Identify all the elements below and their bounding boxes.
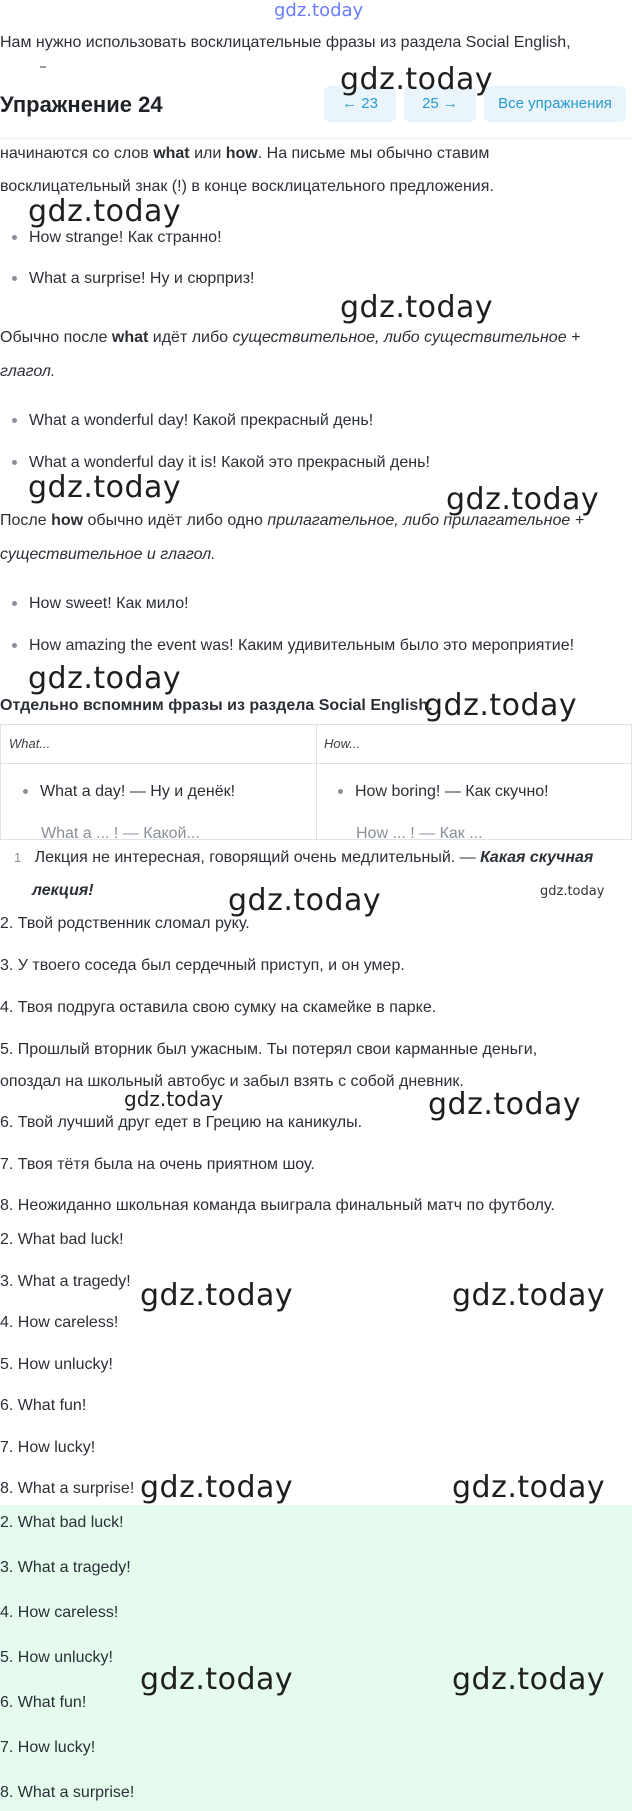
watermark: gdz.today xyxy=(446,482,600,517)
watermark: gdz.today xyxy=(28,661,182,696)
answer-item: 8. What a surprise! xyxy=(0,1784,135,1801)
watermark: gdz.today xyxy=(428,1087,582,1122)
bullet-icon xyxy=(12,601,17,606)
task-1-line2: лекция! xyxy=(32,882,94,899)
task-item: 8. Неожиданно школьная команда выиграла финальный матч по футболу. xyxy=(0,1197,555,1214)
watermark: gdz.today xyxy=(140,1278,294,1313)
header-watermark: gdz.today xyxy=(274,0,364,21)
watermark: gdz.today xyxy=(340,290,494,325)
prev-exercise-button[interactable]: ← 23 xyxy=(324,86,396,122)
list-item: What a wonderful day it is! Какой это прекрасный день! xyxy=(12,453,430,473)
task-item: 6. Твой лучший друг едет в Грецию на каникулы. xyxy=(0,1114,363,1131)
list-item: What a surprise! Ну и сюрприз! xyxy=(12,269,255,289)
answer-item: 4. How careless! xyxy=(0,1604,119,1621)
list-item: How amazing the event was! Каким удивительным было это мероприятие! xyxy=(12,636,574,656)
answer-item: 8. What a surprise! xyxy=(0,1480,135,1497)
paragraph-3-line2: существительное и глагол. xyxy=(0,546,216,563)
task-item: 2. Твой родственник сломал руку. xyxy=(0,915,250,932)
bullet-icon xyxy=(23,789,28,794)
watermark: gdz.today xyxy=(340,62,494,97)
answer-item: 5. How unlucky! xyxy=(0,1649,113,1666)
task-item: 4. Твоя подруга оставила свою сумку на скамейке в парке. xyxy=(0,999,437,1016)
answer-item: 6. What fun! xyxy=(0,1694,87,1711)
table-heading: Отдельно вспомним фразы из раздела Social English. xyxy=(0,697,433,714)
bullet-icon xyxy=(12,418,17,423)
list-item: What a wonderful day! Какой прекрасный день! xyxy=(12,411,373,431)
intro-line: Нам нужно использовать восклицательные фразы из раздела Social English, xyxy=(0,34,571,51)
table-header-how: How... xyxy=(316,725,632,764)
answer-item: 2. What bad luck! xyxy=(0,1231,124,1248)
answer-item: 6. What fun! xyxy=(0,1397,87,1414)
watermark: gdz.today xyxy=(140,1470,294,1505)
table-column-how xyxy=(316,725,632,840)
bullet-icon xyxy=(12,460,17,465)
bullet-icon xyxy=(12,643,17,648)
task-item: опоздал на школьный автобус и забыл взять с собой дневник. xyxy=(0,1073,464,1090)
paragraph-1: начинаются со слов what или how. На письме мы обычно ставим xyxy=(0,145,490,162)
page-title: Упражнение 24 xyxy=(0,92,163,117)
paragraph-2: Обычно после what идёт либо существительное, либо существительное + xyxy=(0,329,581,346)
answer-item: 3. What a tragedy! xyxy=(0,1273,131,1290)
watermark: gdz.today xyxy=(424,688,578,723)
header-divider xyxy=(0,138,632,139)
paragraph-1-line2: восклицательный знак (!) в конце восклицательного предложения. xyxy=(0,178,494,195)
table-cell-cut: What a ... ! — Какой... xyxy=(41,825,200,840)
watermark: gdz.today xyxy=(28,470,182,505)
phrases-table xyxy=(0,724,632,840)
bullet-icon xyxy=(338,789,343,794)
watermark: gdz.today xyxy=(452,1470,606,1505)
list-item: How strange! Как странно! xyxy=(12,228,222,248)
table-cell-cut: How ... ! — Как ... xyxy=(356,825,483,840)
task-item: 3. У твоего соседа был сердечный приступ, и он умер. xyxy=(0,957,405,974)
divider-mark xyxy=(40,66,46,68)
answer-item: 2. What bad luck! xyxy=(0,1514,124,1531)
watermark: gdz.today xyxy=(124,1087,224,1111)
task-item: 7. Твоя тётя была на очень приятном шоу. xyxy=(0,1156,315,1173)
answer-item: 7. How lucky! xyxy=(0,1439,96,1456)
answer-item: 4. How careless! xyxy=(0,1314,119,1331)
table-cell: How boring! — Как скучно! xyxy=(338,783,549,801)
watermark: gdz.today xyxy=(452,1278,606,1313)
bullet-icon xyxy=(12,276,17,281)
all-exercises-button[interactable]: Все упражнения xyxy=(484,86,626,122)
table-column-what xyxy=(1,725,317,840)
table-header-what: What... xyxy=(1,725,316,764)
list-item: How sweet! Как мило! xyxy=(12,594,189,614)
table-cell: What a day! — Ну и денёк! xyxy=(23,783,235,801)
bullet-icon xyxy=(12,235,17,240)
paragraph-2-line2: глагол. xyxy=(0,363,56,380)
answer-item: 3. What a tragedy! xyxy=(0,1559,131,1576)
watermark: gdz.today xyxy=(28,194,182,229)
task-item: 5. Прошлый вторник был ужасным. Ты потерял свои карманные деньги, xyxy=(0,1041,538,1058)
next-exercise-button[interactable]: 25 → xyxy=(404,86,476,122)
watermark: gdz.today xyxy=(140,1662,294,1697)
answer-item: 7. How lucky! xyxy=(0,1739,96,1756)
paragraph-3: После how обычно идёт либо одно прилагательное, либо прилагательное + xyxy=(0,512,585,529)
watermark: gdz.today xyxy=(228,883,382,918)
task-1: 1 Лекция не интересная, говорящий очень медлительный. — Какая скучная xyxy=(14,849,594,866)
watermark: gdz.today xyxy=(540,884,605,899)
answer-item: 5. How unlucky! xyxy=(0,1356,113,1373)
watermark: gdz.today xyxy=(452,1662,606,1697)
